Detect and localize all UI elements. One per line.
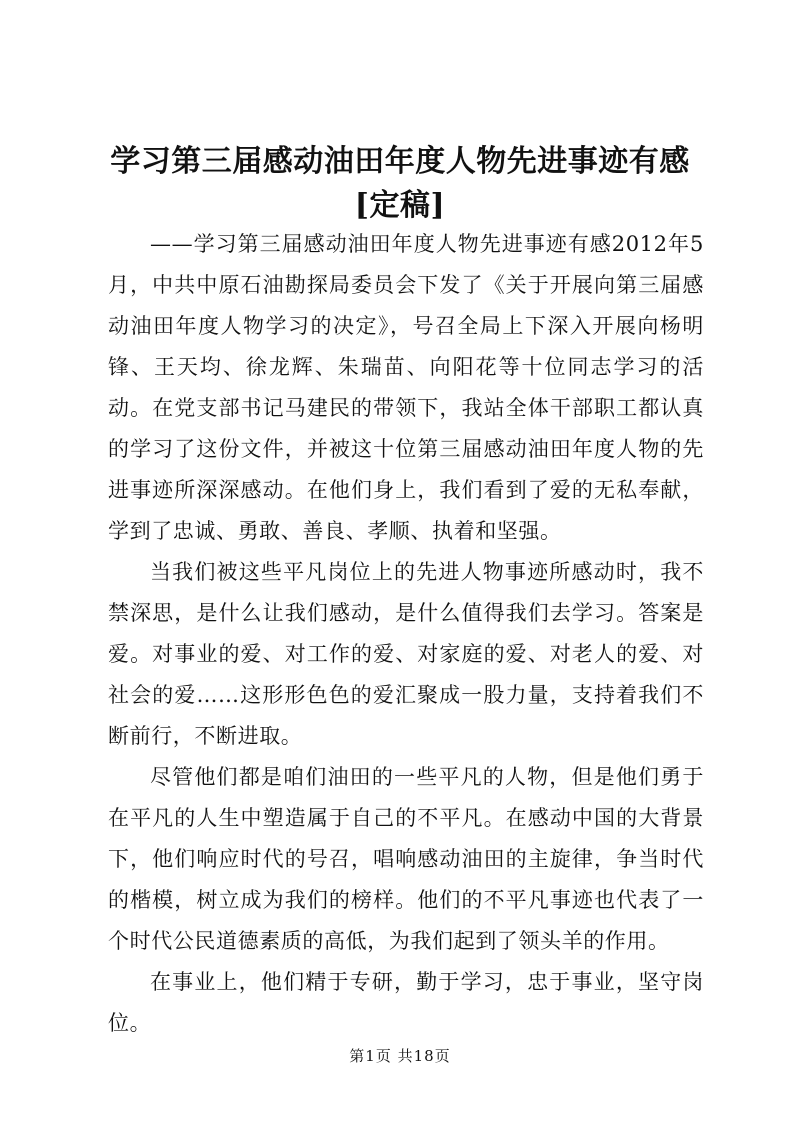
paragraph-2: 当我们被这些平凡岗位上的先进人物事迹所感动时，我不禁深思，是什么让我们感动，是什么值得我们去学习。答案是爱。对事业的爱、对工作的爱、对家庭的爱、对老人的爱、对社会的爱……这形形色色的爱汇聚成一股力量，支持着我们不断前行，不断进取。 (108, 560, 704, 748)
title-line-2: [定稿] (354, 188, 446, 223)
document-body (108, 224, 704, 1044)
paragraph-3: 尽管他们都是咱们油田的一些平凡的人物，但是他们勇于在平凡的人生中塑造属于自己的不平凡。在感动中国的大背景下，他们响应时代的号召，唱响感动油田的主旋律，争当时代的楷模，树立成为我们的榜样。他们的不平凡事迹也代表了一个时代公民道德素质的高低，为我们起到了领头羊的作用。 (108, 765, 704, 953)
paragraph-4: 在事业上，他们精于专研，勤于学习，忠于事业，坚守岗位。 (108, 970, 704, 1035)
title-line-1: 学习第三届感动油田年度人物先进事迹有感 (110, 144, 690, 179)
document-title (100, 140, 700, 228)
paragraph-1: ——学习第三届感动油田年度人物先进事迹有感2012年5月，中共中原石油勘探局委员会下发了《关于开展向第三届感动油田年度人物学习的决定》，号召全局上下深入开展向杨明锋、王天均、徐龙辉、朱瑞苗、向阳花等十位同志学习的活动。在党支部书记马建民的带领下，我站全体干部职工都认真的学习了这份文件，并被这十位第三届感动油田年度人物的先进事迹所深深感动。在他们身上，我们看到了爱的无私奉献，学到了忠诚、勇敢、善良、孝顺、执着和坚强。 (108, 232, 704, 543)
page-number: 第1页 共18页 (349, 1047, 451, 1065)
